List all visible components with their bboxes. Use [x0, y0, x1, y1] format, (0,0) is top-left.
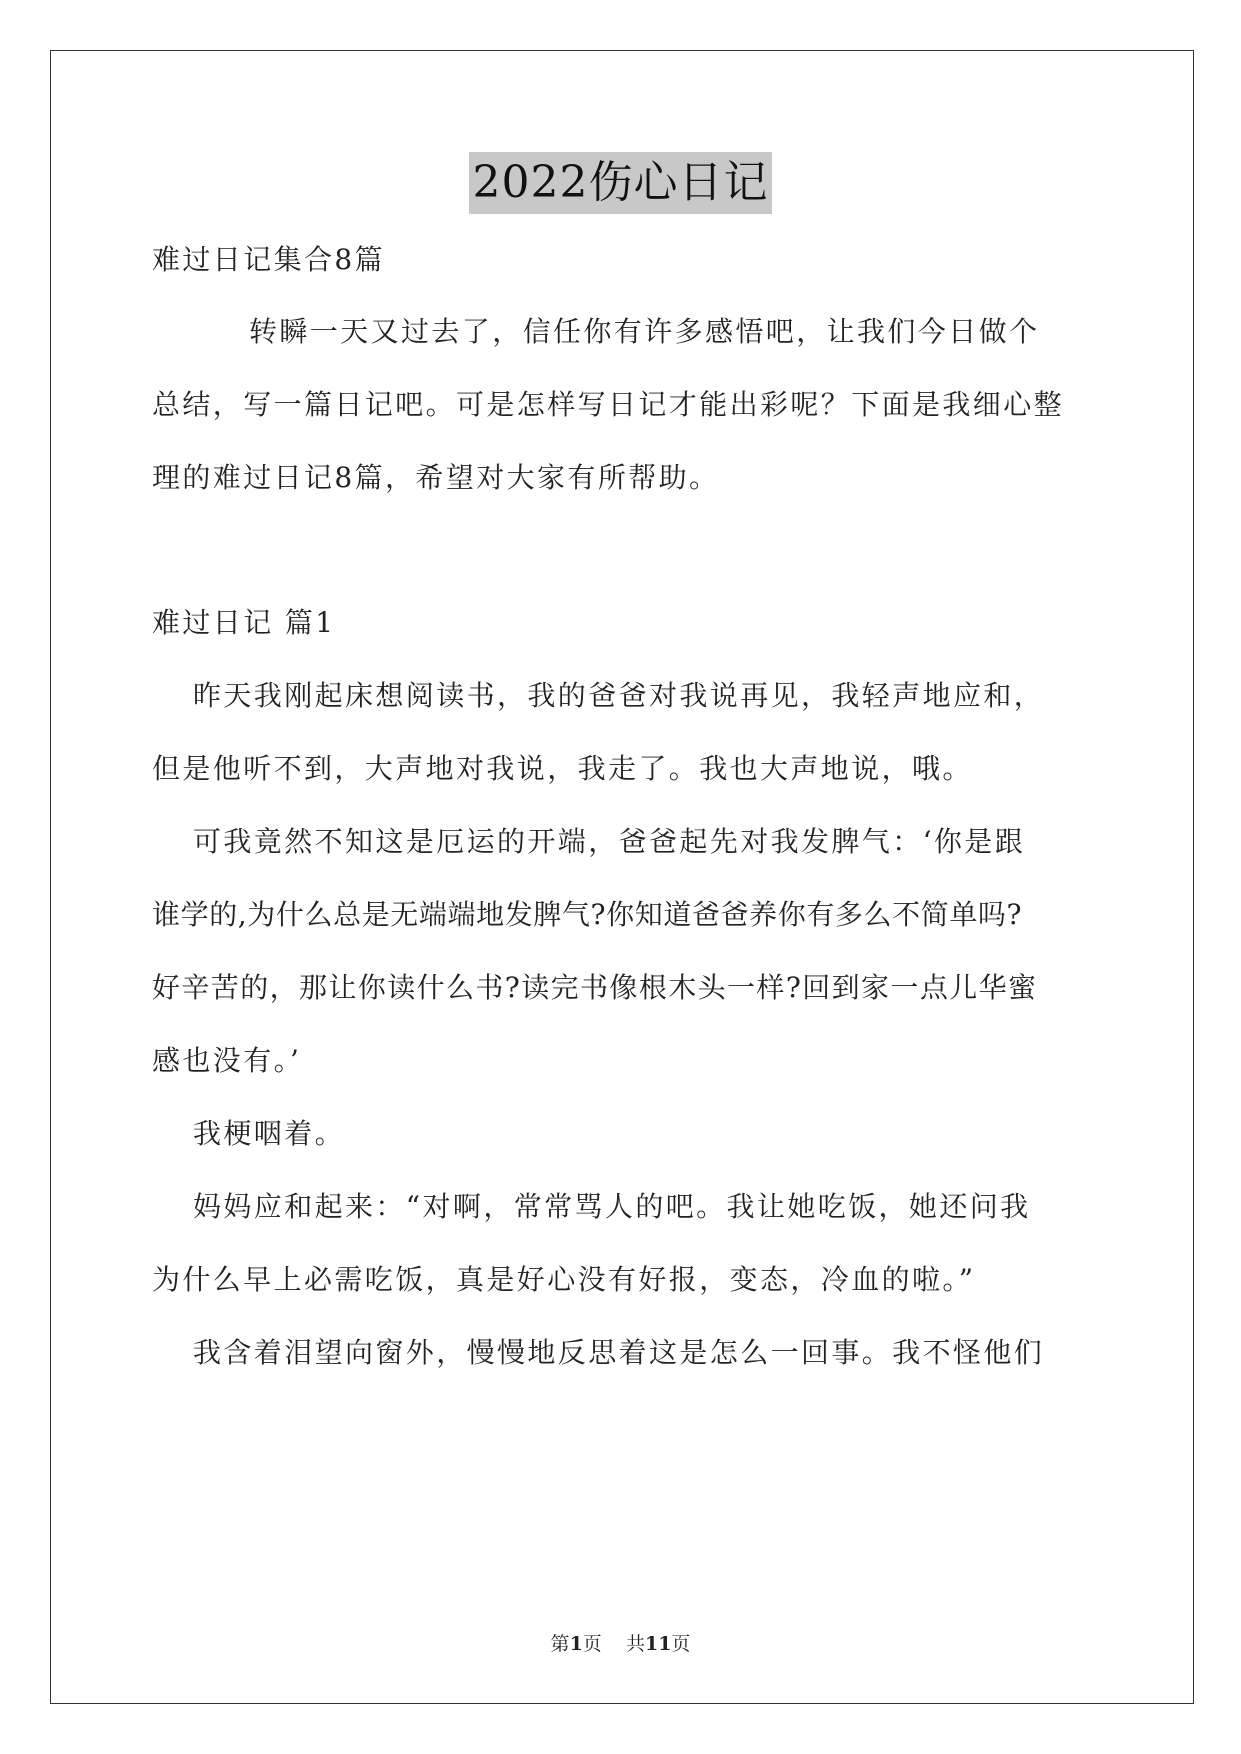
paragraph-line: 我含着泪望向窗外，慢慢地反思着这是怎么一回事。我不怪他们 [193, 1336, 1045, 1369]
paragraph-line: 谁学的,为什么总是无端端地发脾气?你知道爸爸养你有多么不简单吗? [152, 898, 1023, 931]
paragraph-line: 为什么早上必需吃饭，真是好心没有好报，变态，冷血的啦。” [152, 1263, 976, 1296]
paragraph-line: 好辛苦的，那让你读什么书?读完书像根木头一样?回到家一点儿华蜜 [152, 971, 1038, 1004]
page-footer [0, 1632, 1241, 1656]
paragraph-line: 可我竟然不知这是厄运的开端，爸爸起先对我发脾气：‘你是跟 [193, 825, 1026, 858]
footer-total-pages: 11 [644, 1633, 672, 1655]
paragraph-line: 感也没有。’ [152, 1044, 302, 1077]
title-wrap [0, 152, 1241, 214]
document-title: 2022伤心日记 [469, 152, 773, 214]
section-heading: 难过日记 篇1 [152, 606, 336, 639]
paragraph-line: 总结，写一篇日记吧。可是怎样写日记才能出彩呢？下面是我细心整 [152, 388, 1065, 421]
footer-page-number: 1 [569, 1633, 583, 1655]
paragraph-line: 理的难过日记8篇，希望对大家有所帮助。 [152, 461, 720, 494]
paragraph-line: 转瞬一天又过去了，信任你有许多感悟吧，让我们今日做个 [249, 315, 1040, 348]
document-subtitle: 难过日记集合8篇 [152, 243, 386, 276]
footer-prefix: 第 [550, 1633, 570, 1655]
footer-suffix: 页 [671, 1633, 691, 1655]
page-border [50, 50, 1194, 1704]
paragraph-line: 我梗咽着。 [193, 1117, 346, 1150]
footer-mid: 页 共 [582, 1633, 645, 1655]
paragraph-line: 但是他听不到，大声地对我说，我走了。我也大声地说，哦。 [152, 752, 973, 785]
paragraph-line: 妈妈应和起来：“对啊，常常骂人的吧。我让她吃饭，她还问我 [193, 1190, 1031, 1223]
paragraph-line: 昨天我刚起床想阅读书，我的爸爸对我说再见，我轻声地应和， [193, 679, 1045, 712]
